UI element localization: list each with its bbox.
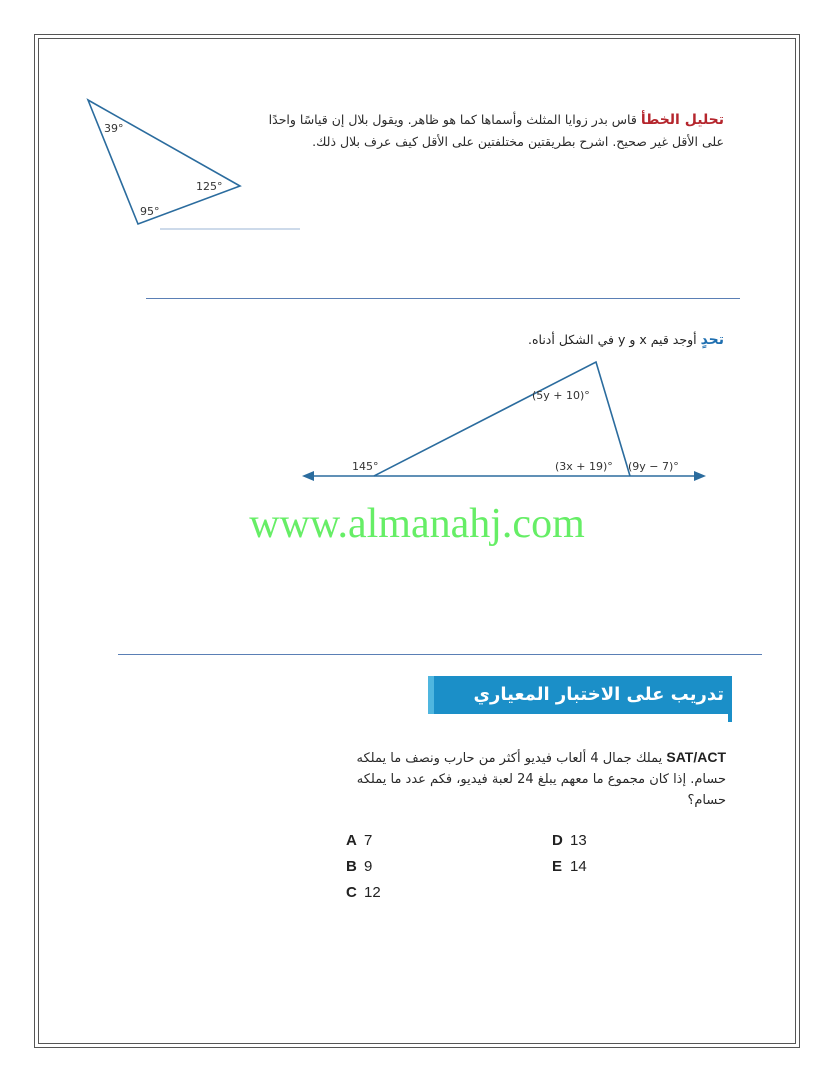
section-banner-title: تدريب على الاختبار المعياري	[473, 684, 724, 705]
option-b-value: 9	[364, 858, 373, 875]
problem-3-body: يملك جمال 4 ألعاب فيديو أكثر من حارب ونصف ما يملكه حسام. إذا كان مجموع ما معهم يبلغ 24 لعبة فيديو، فكم عدد ما يملكه حسام؟	[356, 751, 726, 808]
section-banner-tail	[728, 714, 732, 722]
option-e-value: 14	[570, 858, 587, 875]
option-a-value: 7	[364, 832, 373, 849]
option-d	[552, 832, 587, 849]
problem-3-text	[340, 747, 726, 811]
option-d-letter: D	[552, 832, 563, 849]
option-b-letter: B	[346, 858, 357, 875]
option-b	[346, 858, 372, 875]
angle-label-145: 145°	[352, 460, 379, 473]
problem-1-heading: تحليل الخطأ	[640, 112, 724, 128]
watermark: www.almanahj.com	[249, 501, 585, 547]
angle-label-95: 95°	[140, 205, 160, 218]
angle-label-5y: (5y + 10)°	[532, 389, 590, 402]
option-c-value: 12	[364, 884, 381, 901]
problem-2-heading: تحدٍ	[700, 332, 724, 348]
divider-2	[118, 654, 762, 655]
divider-1	[146, 298, 740, 299]
option-a-letter: A	[346, 832, 357, 849]
angle-label-9y: (9y − 7)°	[628, 460, 679, 473]
option-c-letter: C	[346, 884, 357, 901]
angle-label-3x: (3x + 19)°	[555, 460, 613, 473]
option-e	[552, 858, 587, 875]
section-banner-accent	[428, 676, 434, 714]
option-d-value: 13	[570, 832, 587, 849]
problem-2-text	[380, 330, 724, 350]
problem-2-body: أوجد قيم x و y في الشكل أدناه.	[528, 332, 697, 347]
angle-label-125: 125°	[196, 180, 223, 193]
angle-label-39: 39°	[104, 122, 124, 135]
option-a	[346, 832, 372, 849]
problem-1-text	[262, 109, 724, 152]
option-e-letter: E	[552, 858, 563, 875]
option-c	[346, 884, 381, 901]
sat-act-tag: SAT/ACT	[666, 749, 726, 765]
problem-1-body: قاس بدر زوايا المثلث وأسماها كما هو ظاهر. ويقول بلال إن قياسًا واحدًا على الأقل غير صحيح. اشرح بطريقتين مختلفتين على الأقل كيف عرف بلال ذلك.	[268, 112, 724, 149]
